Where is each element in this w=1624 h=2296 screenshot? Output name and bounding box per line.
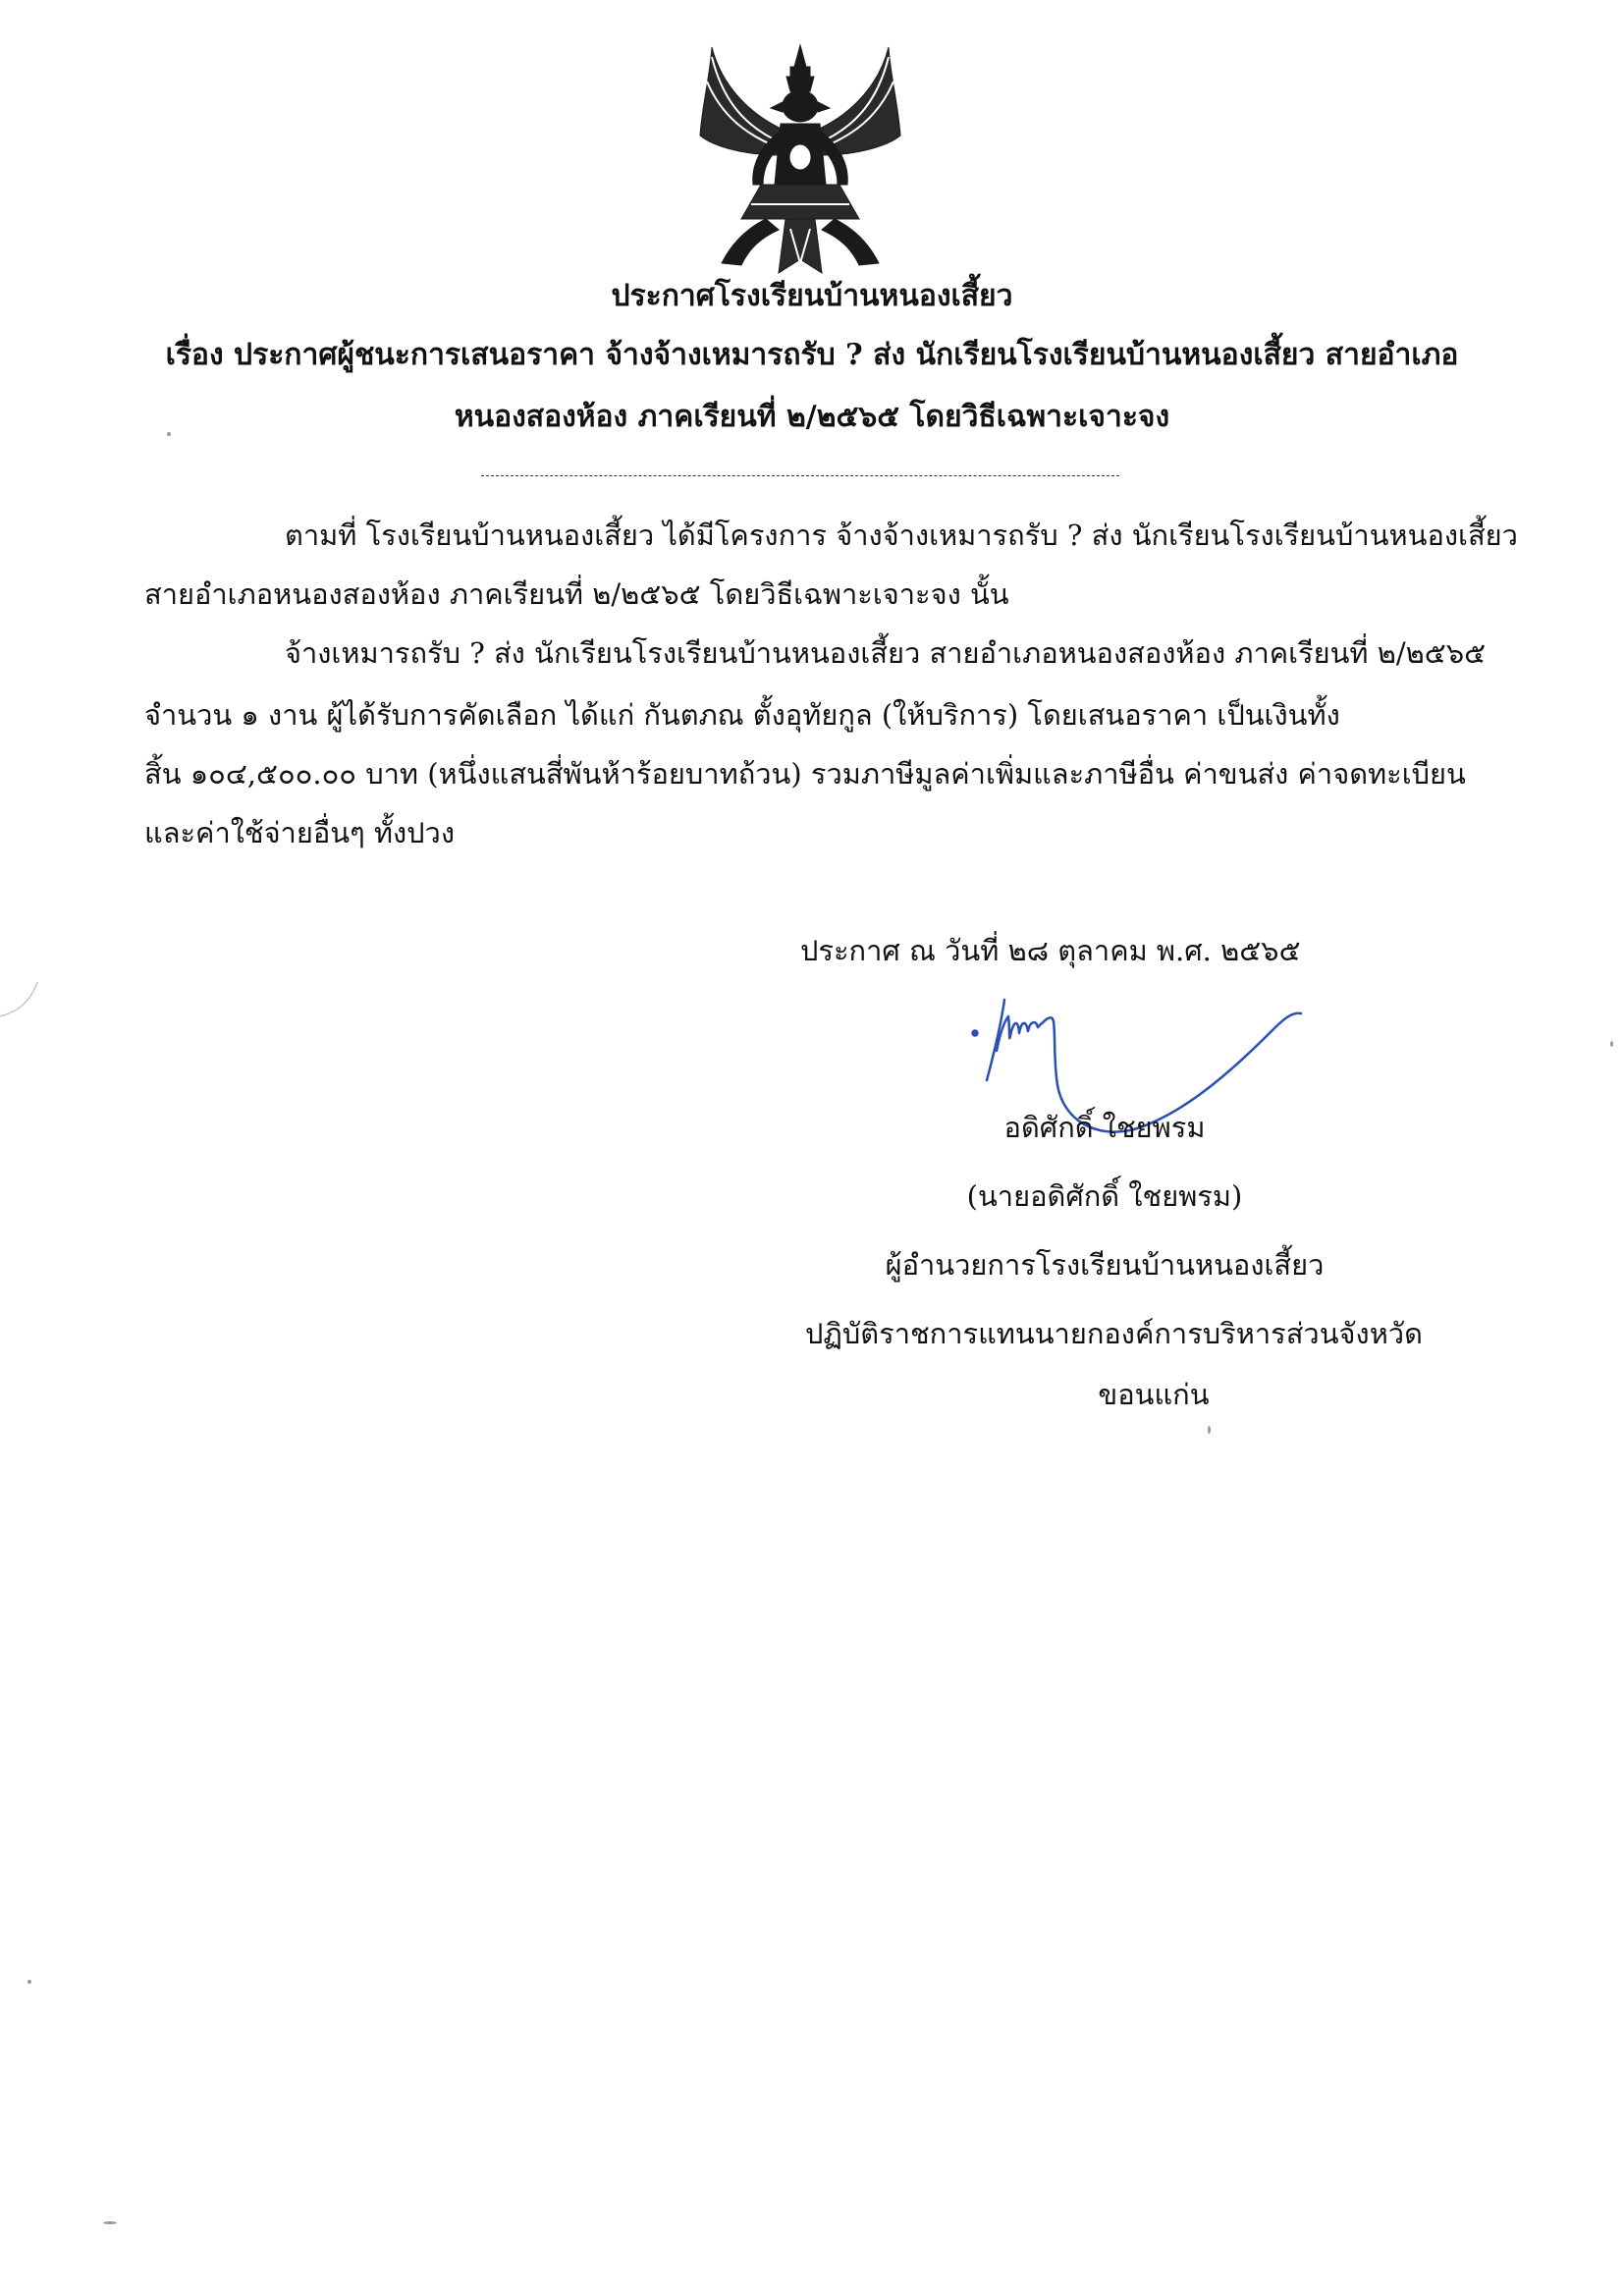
signer-name: อดิศักดิ์ ใชยพรม [1003, 1111, 1206, 1144]
paragraph-2-line-4: และค่าใช้จ่ายอื่นๆ ทั้งปวง [144, 816, 455, 849]
signer-position: ผู้อำนวยการโรงเรียนบ้านหนองเสี้ยว [885, 1248, 1325, 1282]
paragraph-2-line-1: จ้างเหมารถรับ ? ส่ง นักเรียนโรงเรียนบ้านหนองเสี้ยว สายอำเภอหนองสองห้อง ภาคเรียนที่ ๒/๒๕๖๕ [285, 636, 1487, 670]
signer-full-name: (นายอดิศักดิ์ ใชยพรม) [966, 1179, 1243, 1213]
paragraph-2-line-2: จำนวน ๑ งาน ผู้ได้รับการคัดเลือก ได้แก่ กันตภณ ตั้งอุทัยกูล (ให้บริการ) โดยเสนอราคา เป็นเงินทั้ง [144, 698, 1340, 732]
subject-line-2: หนองสองห้อง ภาคเรียนที่ ๒/๒๕๖๕ โดยวิธีเฉพาะเจาะจง [454, 400, 1170, 434]
signer-acting-position: ปฏิบัติราชการแทนนายกองค์การบริหารส่วนจังหวัด [805, 1317, 1423, 1350]
scan-speck [103, 2221, 117, 2224]
scan-speck [1208, 1426, 1211, 1434]
announcement-date: ประกาศ ณ วันที่ ๒๘ ตุลาคม พ.ศ. ๒๕๖๕ [800, 934, 1301, 967]
province-name: ขอนแก่น [1098, 1378, 1210, 1411]
garuda-emblem-icon [692, 37, 908, 283]
paragraph-1-line-1: ตามที่ โรงเรียนบ้านหนองเสี้ยว ได้มีโครงการ จ้างจ้างเหมารถรับ ? ส่ง นักเรียนโรงเรียนบ้านหนองเสี้ยว [285, 519, 1518, 552]
divider-line [481, 475, 1119, 476]
subject-line-1: เรื่อง ประกาศผู้ชนะการเสนอราคา จ้างจ้างเหมารถรับ ? ส่ง นักเรียนโรงเรียนบ้านหนองเสี้ยว สายอำเภอ [165, 338, 1459, 372]
paragraph-2-line-3: สิ้น ๑๐๔,๕๐๐.๐๐ บาท (หนึ่งแสนสี่พันห้าร้อยบาทถ้วน) รวมภาษีมูลค่าเพิ่มและภาษีอื่น ค่าขนส่ง ค่าจดทะเบียน [144, 757, 1466, 791]
scan-speck [167, 432, 171, 436]
scan-speck [27, 1980, 31, 1984]
scan-artifact-arc [0, 962, 39, 1021]
scan-speck [1610, 1041, 1613, 1047]
document-title: ประกาศโรงเรียนบ้านหนองเสี้ยว [611, 279, 1013, 313]
paragraph-1-line-2: สายอำเภอหนองสองห้อง ภาคเรียนที่ ๒/๒๕๖๕ โดยวิธีเฉพาะเจาะจง นั้น [144, 577, 1009, 611]
